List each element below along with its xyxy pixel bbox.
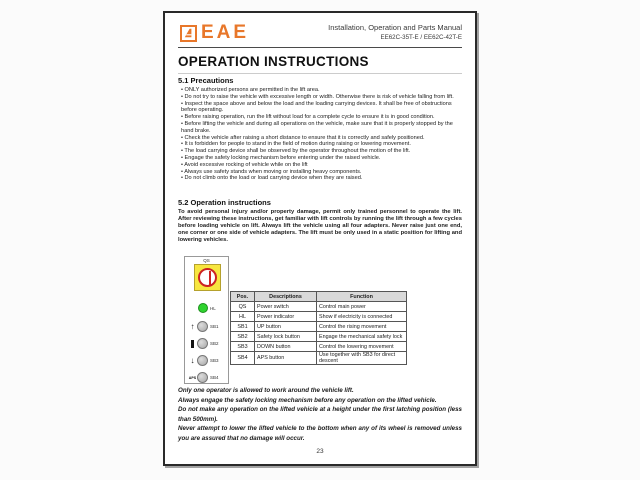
table-header-pos: Pos.	[231, 292, 255, 302]
note-line: Always engage the safety locking mechanism before any operation on the lifted vehicle.	[178, 396, 437, 404]
precautions-list	[181, 87, 463, 182]
panel-button-row-sb3	[185, 355, 228, 366]
precaution-item: • Do not try to raise the vehicle with excessive length or width. Otherwise there is risk of vehicle falling from lift.	[181, 94, 463, 101]
table-row	[231, 332, 407, 342]
up-arrow-icon: ↑	[190, 321, 195, 331]
safety-lock-button	[197, 338, 208, 349]
eae-logo-icon	[180, 25, 197, 42]
cell-desc: Safety lock button	[255, 332, 317, 342]
cell-desc: UP button	[255, 322, 317, 332]
precaution-item: • Always use safety stands when moving or installing heavy components.	[181, 169, 463, 176]
cell-desc: Power indicator	[255, 312, 317, 322]
aps-text-icon: APS	[188, 375, 197, 380]
precaution-item: • Avoid excessive rocking of vehicle while on the lift	[181, 162, 463, 169]
cell-pos: SB2	[231, 332, 255, 342]
precaution-item: • Do not climb onto the load or load carrying device when they are raised.	[181, 175, 463, 182]
table-row	[231, 322, 407, 332]
lock-bar-icon	[191, 340, 194, 348]
page-title: OPERATION INSTRUCTIONS	[178, 54, 462, 74]
note-line: Only one operator is allowed to work around the vehicle lift.	[178, 387, 354, 394]
cell-func: Control the rising movement	[317, 322, 407, 332]
cell-desc: DOWN button	[255, 342, 317, 352]
eae-logo	[180, 22, 249, 44]
table-header-row	[231, 292, 407, 302]
precaution-item: • Before raising operation, run the lift without load for a complete cycle to ensure it is in good condition.	[181, 114, 463, 121]
power-switch-icon	[194, 264, 221, 291]
table-row	[231, 342, 407, 352]
rotary-dial-icon	[198, 268, 217, 287]
cell-pos: SB4	[231, 352, 255, 365]
cell-func: Engage the mechanical safety lock	[317, 332, 407, 342]
page-header	[178, 19, 462, 49]
aps-button-label: SB4	[210, 375, 219, 380]
precaution-item: • It is forbidden for people to stand in the field of motion during raising or lowering movement.	[181, 141, 463, 148]
precaution-item: • Before lifting the vehicle and during all operations on the vehicle, make sure that it is properly stopped by the hand brake.	[181, 121, 463, 135]
power-switch-label: QS	[203, 258, 210, 263]
safety-notes	[178, 386, 462, 444]
table-row	[231, 312, 407, 322]
cell-func: Show if electricity is connected	[317, 312, 407, 322]
cell-func: Control the lowering movement	[317, 342, 407, 352]
controls-table	[230, 291, 407, 365]
power-indicator-light	[198, 303, 208, 313]
header-divider	[178, 47, 462, 48]
operation-intro-paragraph: To avoid personal injury and/or property damage, permit only trained personnel to operate the lift. After reviewing these instructions, get familiar with lift controls by running the lift through a few cycles before loading vehicle on lift. Always lift the vehicle using all four adapters. Never raise just one end, one corner or one side of vehicle adapters. The lift must be only used in a static position for lifting and lowering vehicles.	[178, 209, 462, 243]
table-header-func: Function	[317, 292, 407, 302]
table-row	[231, 352, 407, 365]
cell-pos: HL	[231, 312, 255, 322]
panel-button-row-sb2	[185, 338, 228, 349]
down-button-label: SB3	[210, 358, 219, 363]
panel-button-row-sb1	[185, 321, 228, 332]
control-panel-figure	[184, 256, 229, 384]
manual-page	[163, 11, 477, 466]
note-line: Do not make any operation on the lifted vehicle at a height under the first latching position (less than 500mm).	[178, 406, 462, 423]
down-button	[197, 355, 208, 366]
table-row	[231, 302, 407, 312]
cell-desc: Power switch	[255, 302, 317, 312]
cell-pos: QS	[231, 302, 255, 312]
safety-lock-button-label: SB2	[210, 341, 219, 346]
cell-pos: SB1	[231, 322, 255, 332]
cell-func: Use together with SB3 for direct descent	[317, 352, 407, 365]
precaution-item: • The load carrying device shall be observed by the operator throughout the motion of the lift.	[181, 148, 463, 155]
precaution-item: • ONLY authorized persons are permitted in the lift area.	[181, 87, 463, 94]
precaution-item: • Inspect the space above and below the load and the loading carrying devices. It shall be free of obstructions before operating.	[181, 101, 463, 115]
note-line: Never attempt to lower the lifted vehicle to the bottom when any of its wheel is removed unless you are assured that no damage will occur.	[178, 425, 462, 442]
aps-button	[197, 372, 208, 383]
up-button-label: SB1	[210, 324, 219, 329]
power-indicator-label: HL	[210, 305, 216, 311]
table-header-desc: Descriptions	[255, 292, 317, 302]
panel-button-row-sb4	[185, 372, 228, 383]
precaution-item: • Check the vehicle after raising a short distance to ensure that it is correctly and safely positioned.	[181, 135, 463, 142]
model-numbers: EE62C-35T-E / EE62C-42T-E	[380, 34, 462, 41]
up-button	[197, 321, 208, 332]
cell-func: Control main power	[317, 302, 407, 312]
cell-desc: APS button	[255, 352, 317, 365]
section-heading-operation: 5.2 Operation instructions	[178, 198, 271, 207]
section-heading-precautions: 5.1 Precautions	[178, 76, 234, 85]
page-number: 23	[316, 448, 324, 455]
manual-title: Installation, Operation and Parts Manual	[328, 23, 462, 32]
eae-logo-text: EAE	[201, 22, 250, 43]
precaution-item: • Engage the safety locking mechanism before entering under the raised vehicle.	[181, 155, 463, 162]
header-title-block	[328, 23, 462, 41]
down-arrow-icon: ↓	[190, 355, 195, 365]
cell-pos: SB3	[231, 342, 255, 352]
power-indicator-row	[185, 303, 228, 313]
